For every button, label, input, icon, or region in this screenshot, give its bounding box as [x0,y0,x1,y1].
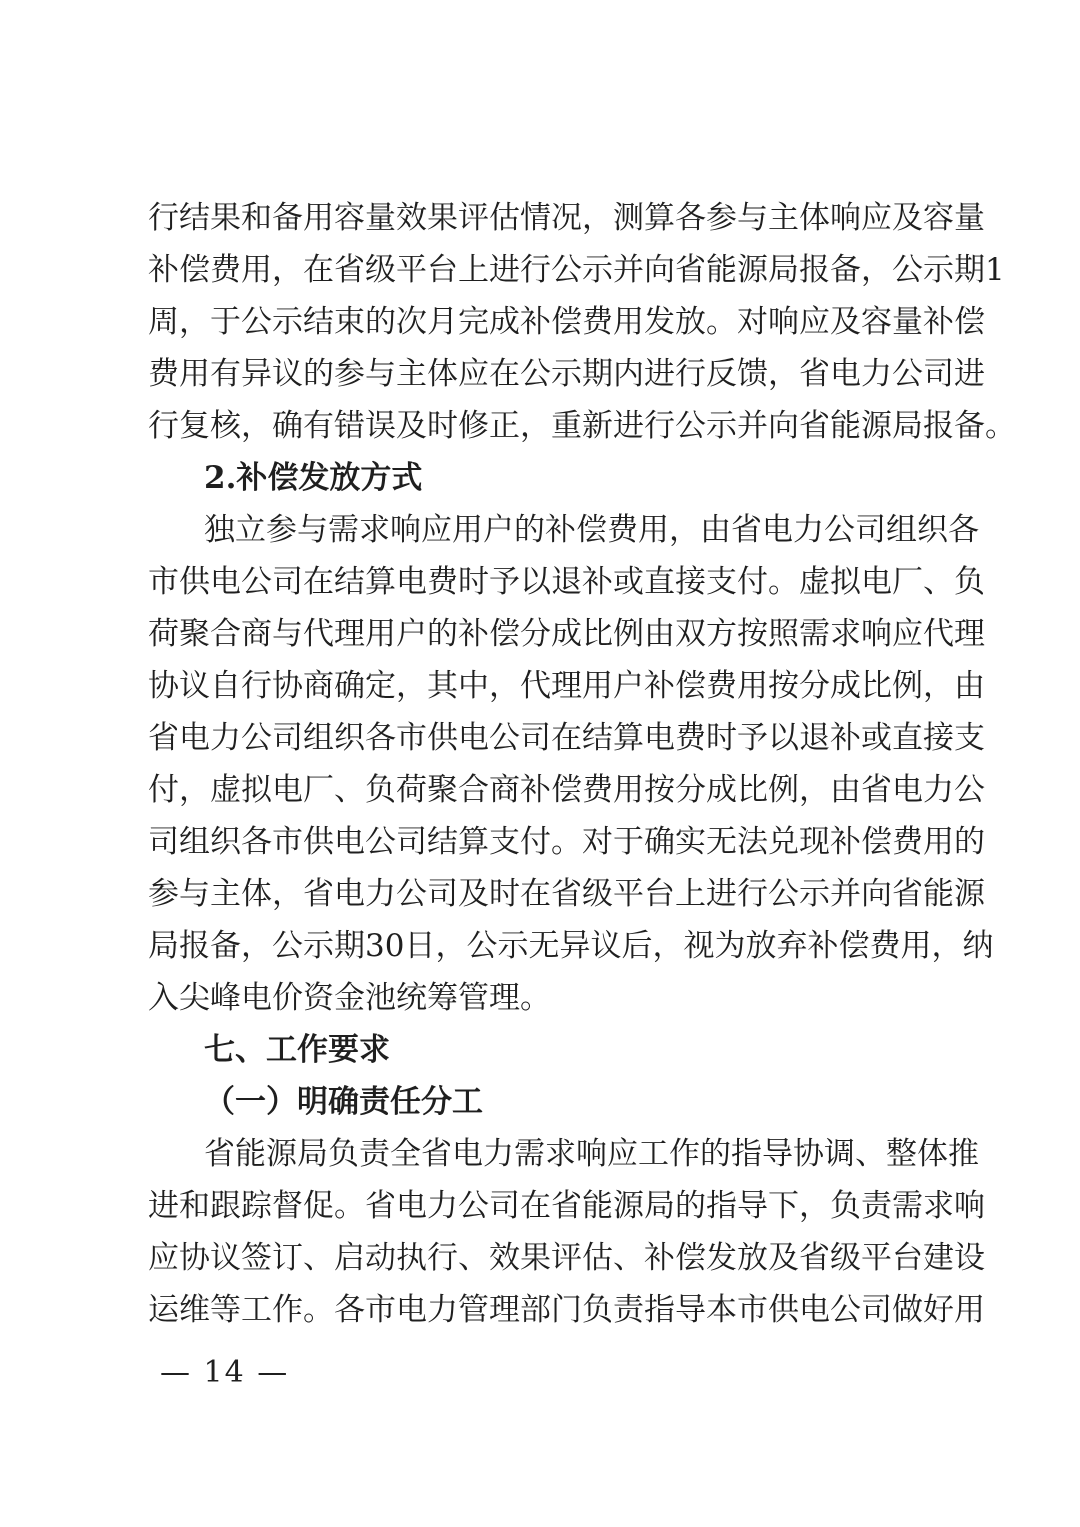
body-text-line: 参与主体，省电力公司及时在省级平台上进行公示并向省能源 [148,876,985,912]
body-text-line: 司组织各市供电公司结算支付。对于确实无法兑现补偿费用的 [148,824,985,860]
body-text-line: 运维等工作。各市电力管理部门负责指导本市供电公司做好用 [148,1292,985,1328]
section-heading: 2.补偿发放方式 [204,460,423,496]
body-text-line: 省电力公司组织各市供电公司在结算电费时予以退补或直接支 [148,720,985,756]
body-text-line: 入尖峰电价资金池统筹管理。 [148,980,551,1016]
body-text-line: 行结果和备用容量效果评估情况，测算各参与主体响应及容量 [148,200,985,236]
body-text-line: 市供电公司在结算电费时予以退补或直接支付。虚拟电厂、负 [148,564,985,600]
section-heading: 七、工作要求 [204,1032,390,1068]
body-text-line: 进和跟踪督促。省电力公司在省能源局的指导下，负责需求响 [148,1188,985,1224]
body-text-line: 应协议签订、启动执行、效果评估、补偿发放及省级平台建设 [148,1240,985,1276]
body-text-line: 付，虚拟电厂、负荷聚合商补偿费用按分成比例，由省电力公 [148,772,985,808]
body-text-line: 协议自行协商确定，其中，代理用户补偿费用按分成比例，由 [148,668,985,704]
body-text-line: 荷聚合商与代理用户的补偿分成比例由双方按照需求响应代理 [148,616,985,652]
body-text-line: 省能源局负责全省电力需求响应工作的指导协调、整体推 [204,1136,979,1172]
page-number: — 14 — [160,1355,290,1390]
body-text-line: 独立参与需求响应用户的补偿费用，由省电力公司组织各 [204,512,979,548]
body-text-line: 局报备，公示期30日，公示无异议后，视为放弃补偿费用，纳 [148,928,994,964]
body-text-line: 周，于公示结束的次月完成补偿费用发放。对响应及容量补偿 [148,304,985,340]
body-text-line: 费用有异议的参与主体应在公示期内进行反馈，省电力公司进 [148,356,985,392]
subsection-heading: （一）明确责任分工 [204,1084,483,1120]
body-text-line: 行复核，确有错误及时修正，重新进行公示并向省能源局报备。 [148,408,1016,444]
body-text-line: 补偿费用，在省级平台上进行公示并向省能源局报备，公示期1 [148,252,1005,288]
